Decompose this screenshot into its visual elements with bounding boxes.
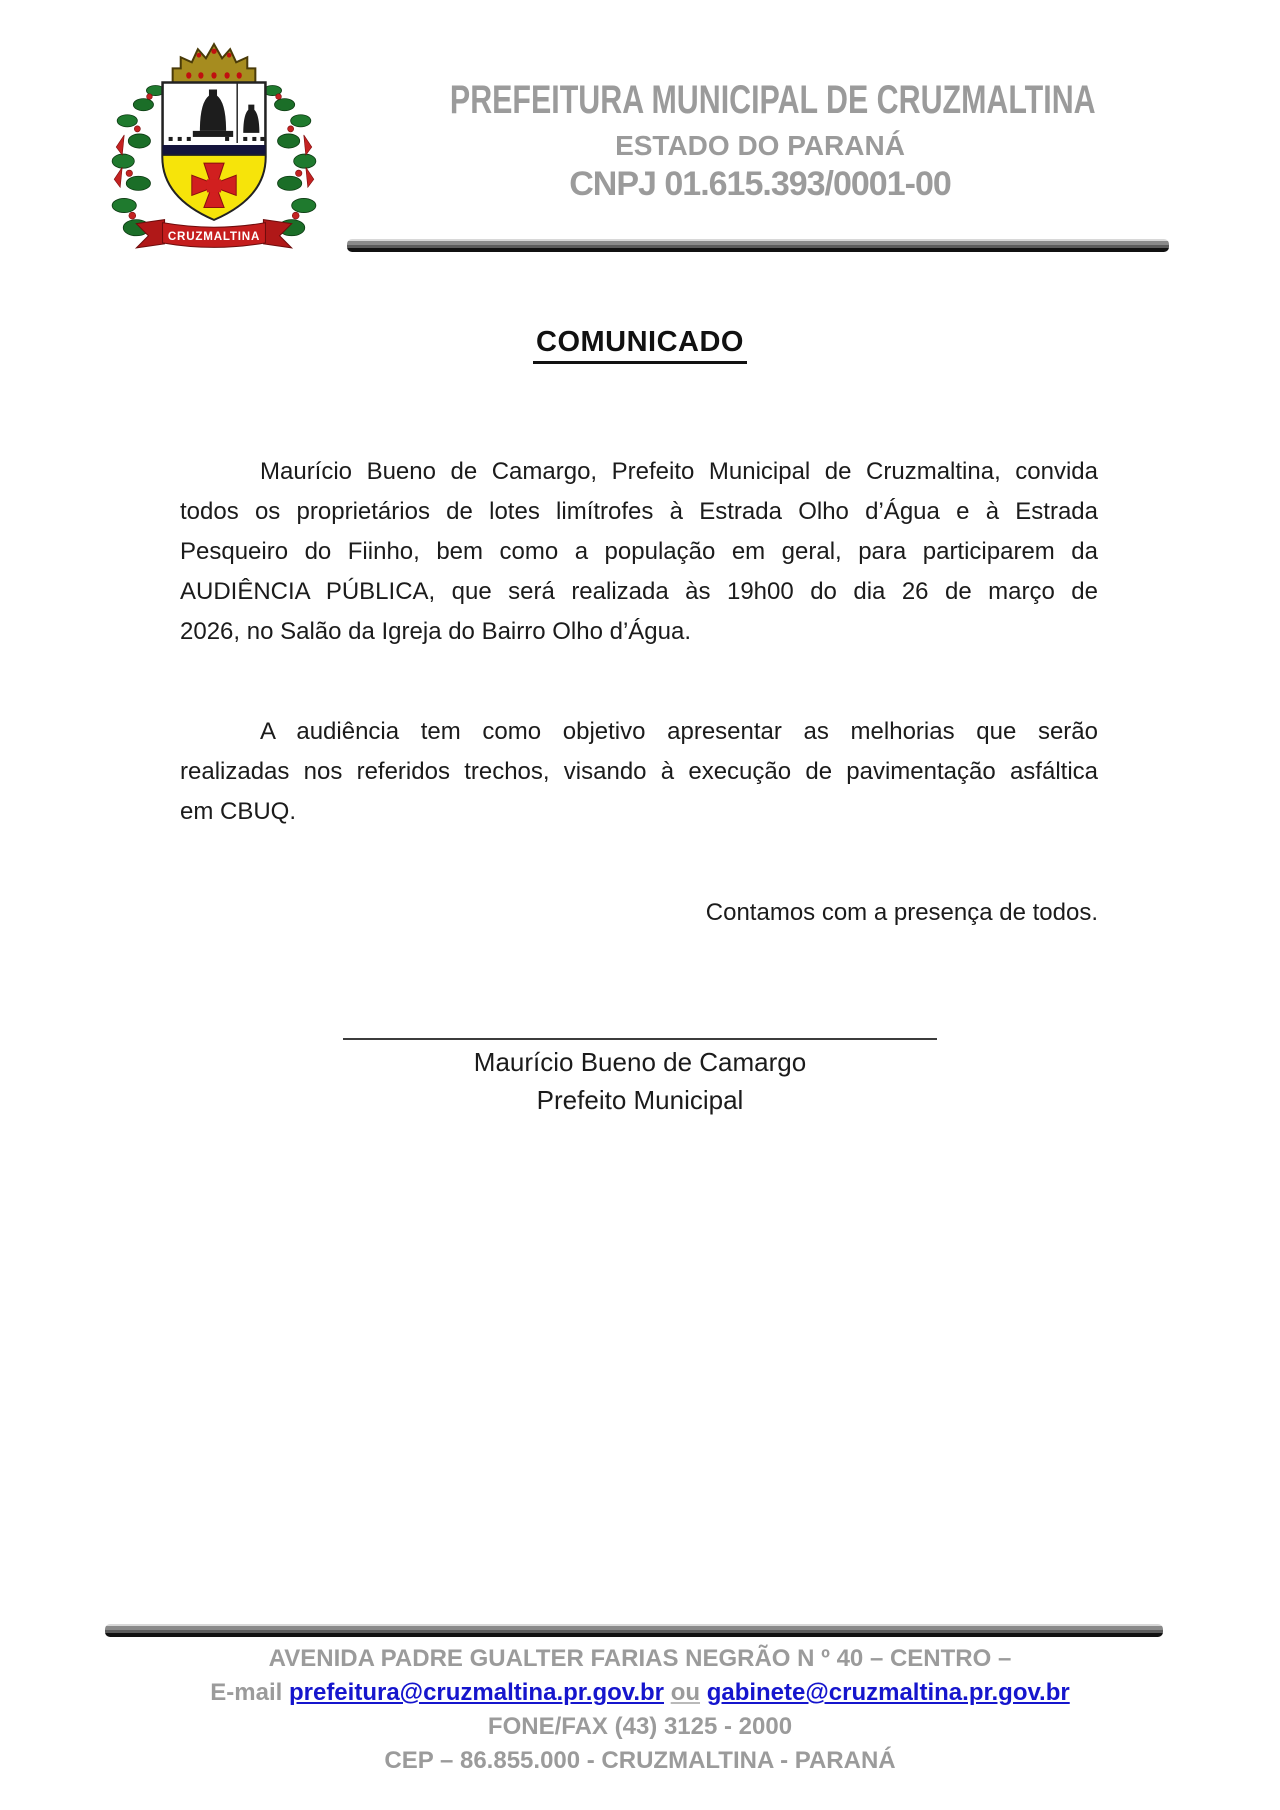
footer-cep: CEP – 86.855.000 - CRUZMALTINA - PARANÁ	[384, 1747, 896, 1774]
body-line: AUDIÊNCIA PÚBLICA, que será realizada às 19h00 do dia 26 de março de	[180, 578, 1098, 605]
signature-line	[343, 1038, 937, 1040]
body-line: Pesqueiro do Fiinho, bem como a população em geral, para participarem da	[180, 538, 1098, 565]
crest-svg	[96, 28, 332, 260]
paragraph-2	[180, 712, 1098, 832]
footer-phone: FONE/FAX (43) 3125 - 2000	[487, 1713, 793, 1740]
body-line: todos os proprietários de lotes limítrofes à Estrada Olho d’Água e à Estrada	[180, 498, 1098, 525]
signature-block	[0, 1038, 1280, 1119]
email-link-gabinete[interactable]: gabinete@cruzmaltina.pr.gov.br	[706, 1679, 1070, 1706]
crest-banner-text: CRUZMALTINA	[167, 230, 261, 243]
closing-line: Contamos com a presença de todos.	[705, 899, 1098, 926]
header-title: PREFEITURA MUNICIPAL DE CRUZMALTINA	[449, 78, 1096, 122]
body-line: realizadas nos referidos trechos, visando à execução de pavimentação asfáltica	[180, 758, 1098, 785]
document-title: COMUNICADO	[0, 326, 1280, 364]
footer	[0, 1642, 1280, 1778]
footer-address: AVENIDA PADRE GUALTER FARIAS NEGRÃO N º 40 – CENTRO –	[268, 1645, 1012, 1672]
body-line: A audiência tem como objetivo apresentar as melhorias que serão	[260, 718, 1098, 745]
signature-role: Prefeito Municipal	[536, 1085, 744, 1115]
body-line: em CBUQ.	[180, 798, 297, 825]
signature-name: Maurício Bueno de Camargo	[473, 1047, 807, 1077]
email-separator: ou	[670, 1679, 701, 1706]
header-cnpj: CNPJ 01.615.393/0001-00	[569, 165, 951, 203]
footer-divider	[105, 1624, 1163, 1637]
municipal-crest-icon	[96, 28, 332, 260]
body-line: Maurício Bueno de Camargo, Prefeito Municipal de Cruzmaltina, convida	[260, 458, 1098, 485]
email-link-prefeitura[interactable]: prefeitura@cruzmaltina.pr.gov.br	[288, 1679, 665, 1706]
letterhead	[352, 78, 1168, 204]
header-state: ESTADO DO PARANÁ	[615, 130, 905, 161]
paragraph-1	[180, 452, 1098, 652]
footer-email-line	[0, 1676, 1280, 1710]
header-divider	[347, 239, 1169, 252]
body-line: 2026, no Salão da Igreja do Bairro Olho d’Água.	[180, 618, 692, 645]
email-label: E-mail	[210, 1679, 283, 1706]
